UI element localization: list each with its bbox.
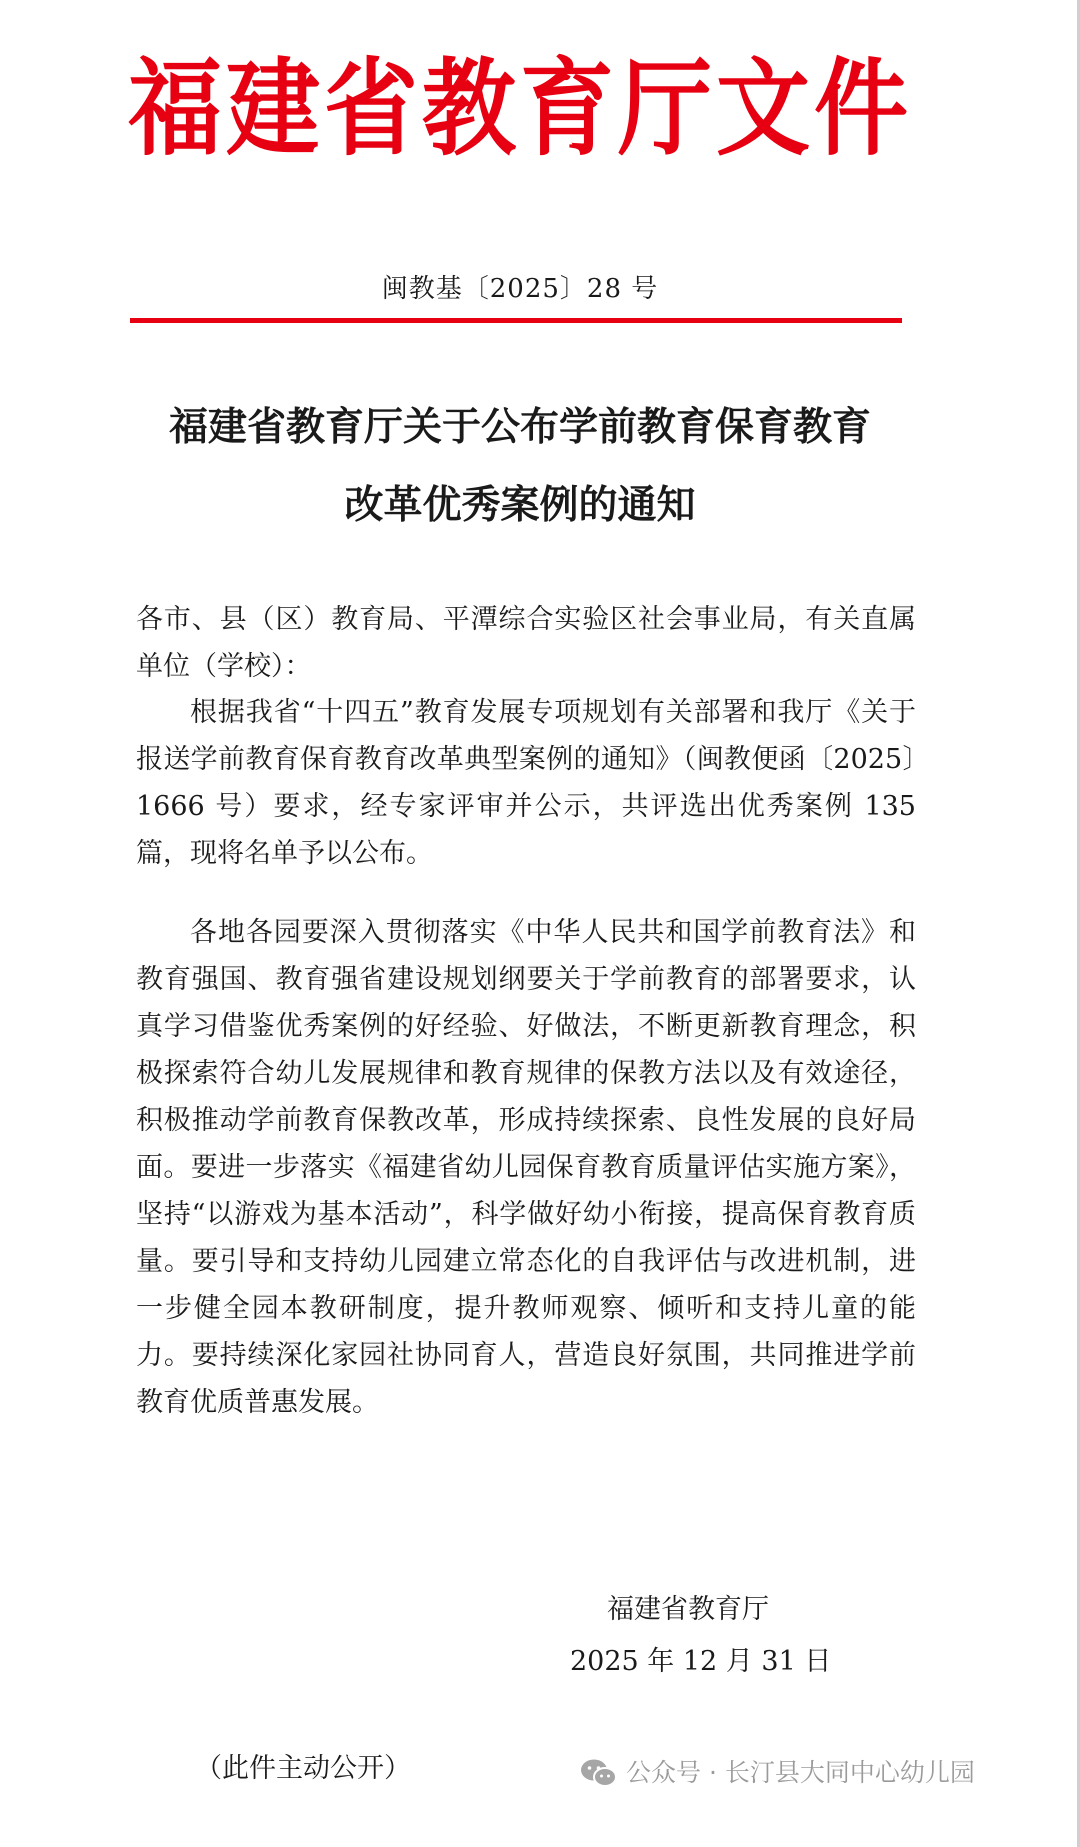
- document-masthead: 福建省教育厅文件: [127, 47, 912, 171]
- document-title-line-2: 改革优秀案例的通知: [344, 482, 696, 528]
- red-separator-line: [130, 318, 902, 323]
- wechat-icon: [580, 1758, 618, 1788]
- body-paragraph-2: 各地各园要深入贯彻落实《中华人民共和国学前教育法》和教育强国、教育强省建设规划纲要关于学前教育的部署要求，认真学习借鉴优秀案例的好经验、好做法，不断更新教育理念，积极探索符合幼儿发展规律和教育规律的保教方法以及有效途径，积极推动学前教育保教改革，形成持续探索、良性发展的良好局面。要进一步落实《福建省幼儿园保育教育质量评估实施方案》，坚持“以游戏为基本活动”，科学做好幼小衔接，提高保育教育质量。要引导和支持幼儿园建立常态化的自我评估与改进机制，进一步健全园本教研制度，提升教师观察、倾听和支持儿童的能力。要持续深化家园社协同育人，营造良好氛围，共同推进学前教育优质普惠发展。: [136, 917, 916, 1418]
- issue-date: 2025 年 12 月 31 日: [570, 1646, 832, 1677]
- wechat-account-watermark: [580, 1756, 975, 1790]
- document-title-line-1: 福建省教育厅关于公布学前教育保育教育: [168, 404, 871, 450]
- salutation: 各市、县（区）教育局、平潭综合实验区社会事业局，有关直属单位（学校）：: [136, 604, 916, 682]
- issuing-authority: 福建省教育厅: [607, 1594, 769, 1625]
- watermark-text: 公众号 · 长汀县大同中心幼儿园: [626, 1758, 975, 1787]
- document-number: 闽教基〔2025〕28 号: [381, 274, 659, 304]
- disclosure-note: （此件主动公开）: [195, 1753, 411, 1784]
- body-paragraph-1: 根据我省“十四五”教育发展专项规划有关部署和我厅《关于报送学前教育保育教育改革典型案例的通知》（闽教便函〔2025〕1666 号）要求，经专家评审并公示，共评选出优秀案例 135 篇，现将名单予以公布。: [136, 697, 916, 869]
